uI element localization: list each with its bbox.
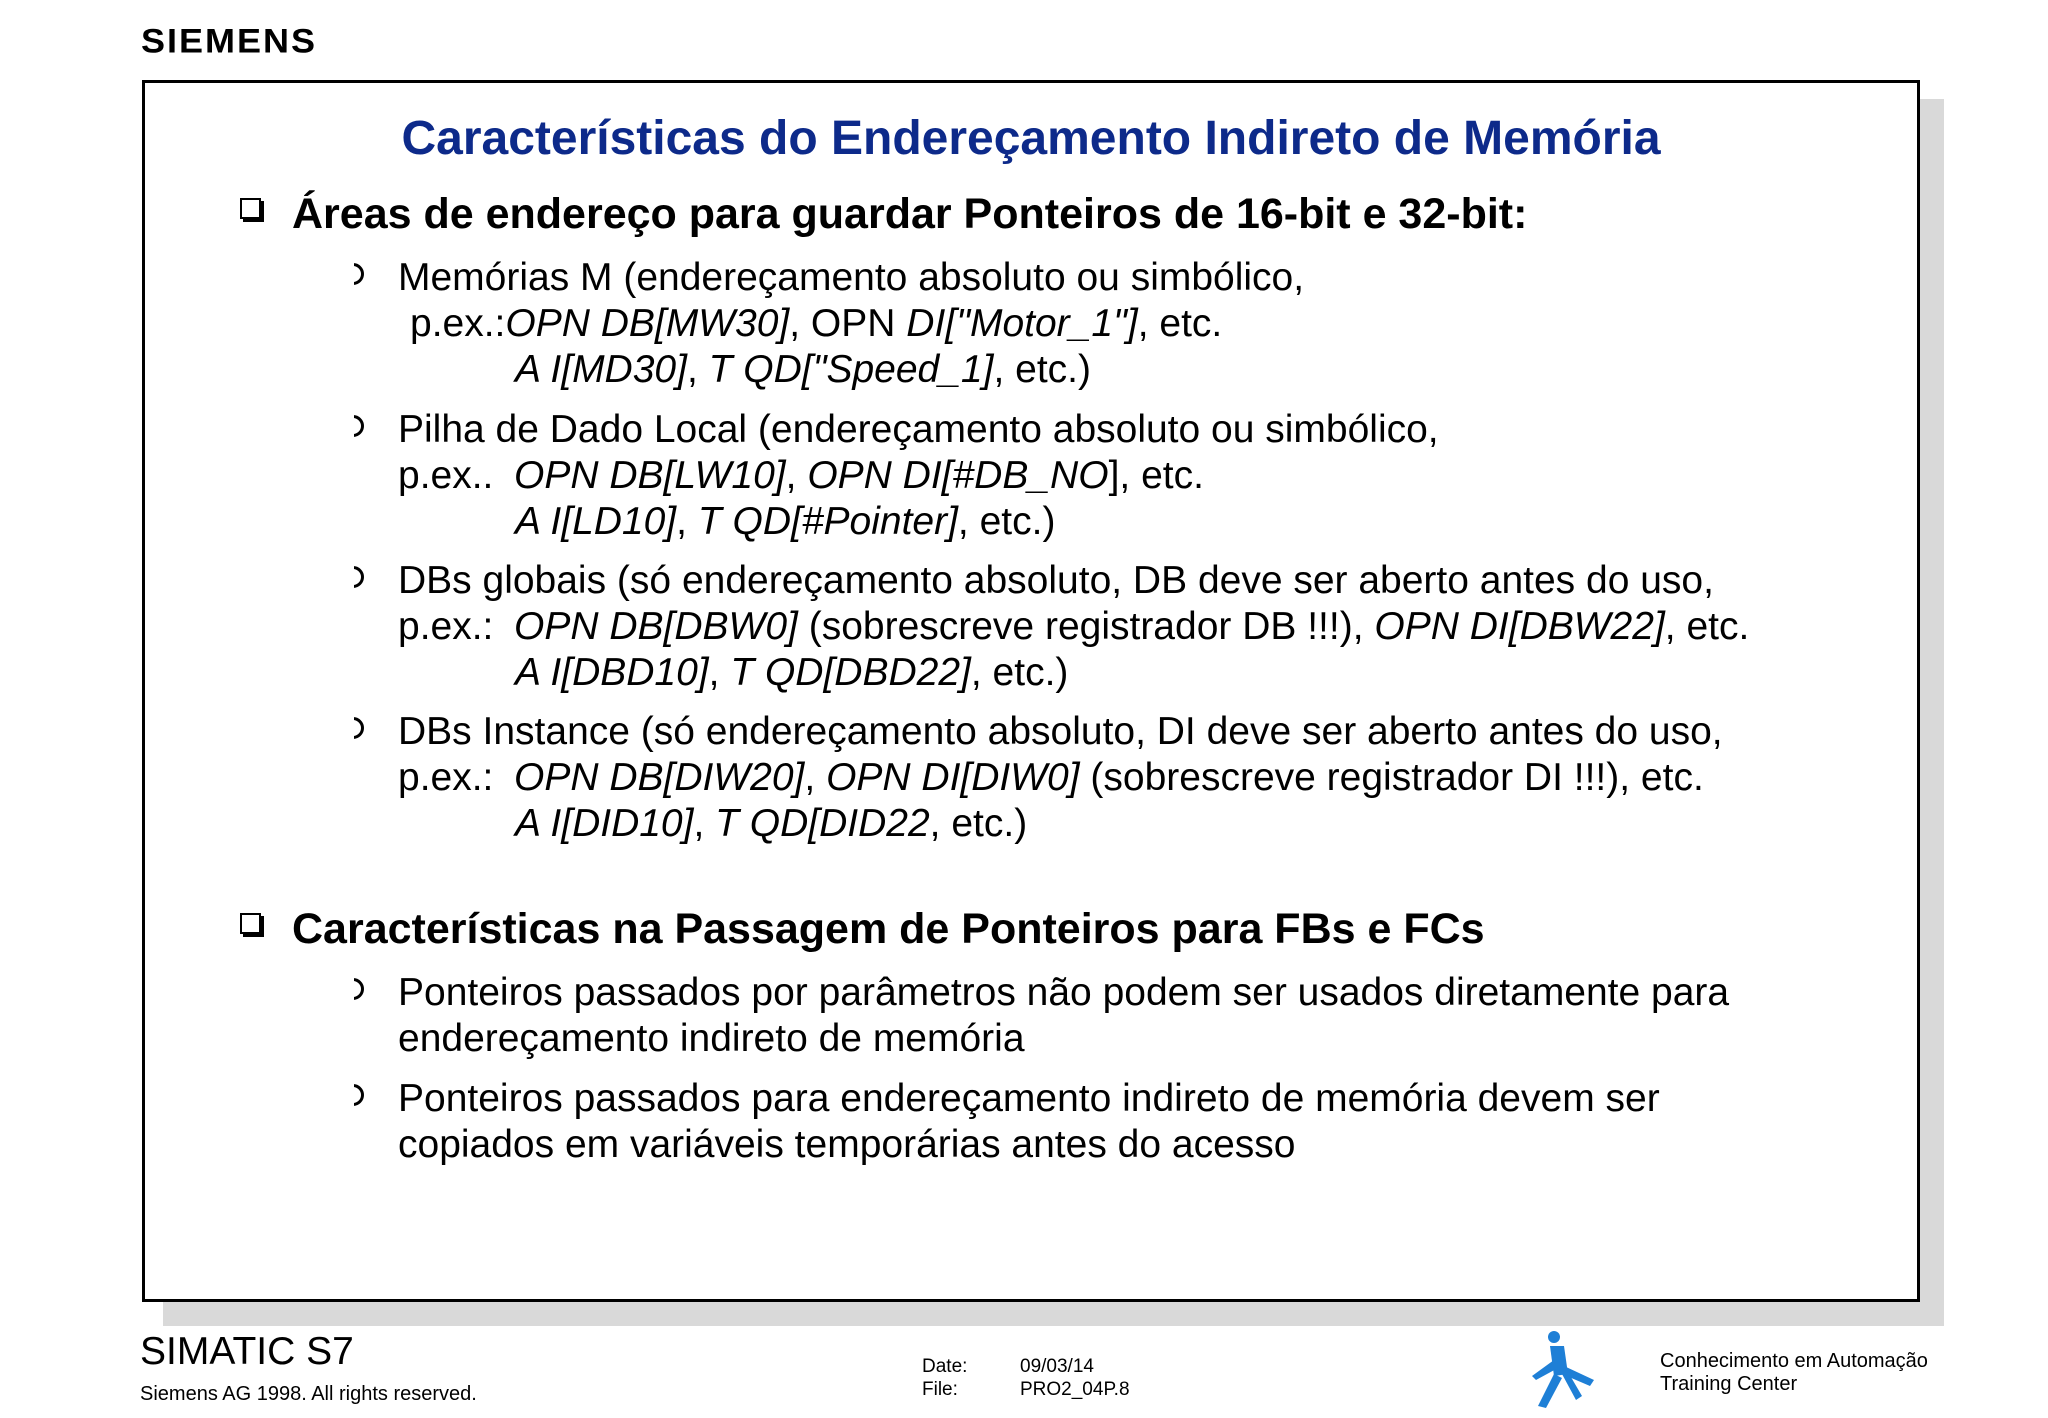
circle-bullet-icon xyxy=(342,978,364,1000)
circle-bullet-icon xyxy=(342,415,364,437)
training-center-logo-icon xyxy=(1524,1330,1596,1410)
training-center-line1: Conhecimento em Automação xyxy=(1660,1350,1928,1372)
siemens-logo-text: SIEMENS xyxy=(141,21,318,60)
product-name: SIMATIC S7 xyxy=(140,1330,354,1373)
circle-bullet-icon xyxy=(342,263,364,285)
circle-bullet-icon xyxy=(342,717,364,739)
circle-bullet-icon xyxy=(342,566,364,588)
square-bullet-icon xyxy=(240,198,261,219)
circle-bullet-icon xyxy=(342,1084,364,1106)
square-bullet-icon xyxy=(240,913,261,934)
date-row: Date: 09/03/14 xyxy=(922,1356,1094,1377)
copyright: Siemens AG 1998. All rights reserved. xyxy=(140,1383,477,1405)
training-center-line2: Training Center xyxy=(1660,1373,1798,1395)
slide-frame: Características do Endereçamento Indireto de Memória Áreas de endereço para guardar Ponteiros de 16-bit e 32-bit: Memórias M (endereçamento absoluto ou simbólico, p.ex.:OPN DB[MW30], OPN DI["Motor_1"], etc. A I[MD30], T QD["Speed_1], etc.) Pilha de Dado Local (endereçamento absoluto ou simbólico, p.ex.. OPN DB[LW10], OPN DI[#DB_NO], etc. A I[LD10], T QD[#Pointer], etc.) DBs globais (só endereçamento absoluto, DB deve ser aberto antes do uso, p.ex.: OPN DB[DBW0] (sobrescreve registrador DB !!!), OPN DI[DBW22], etc. A I[DBD10], T QD[DBD22], etc.) DBs Instance (só endereçamento absoluto, DI deve ser aberto antes do uso, p.ex.: OPN DB[DIW20], OPN DI[DIW0] (sobrescreve registrador DI !!!), etc. A I[DID10], T QD[DID22, etc.) Características na Passagem de Ponteiros para FBs e FCs Ponteiros passados por parâmetros não podem ser usados diretamente para endereçamento indireto de memória Ponteiros passados para endereçamento indireto de memória devem ser copiados em variáveis temporárias antes do acesso xyxy=(142,80,1920,1302)
slide-title: Características do Endereçamento Indireto de Memória xyxy=(401,112,1661,165)
file-row: File: PRO2_04P.8 xyxy=(922,1379,1130,1400)
